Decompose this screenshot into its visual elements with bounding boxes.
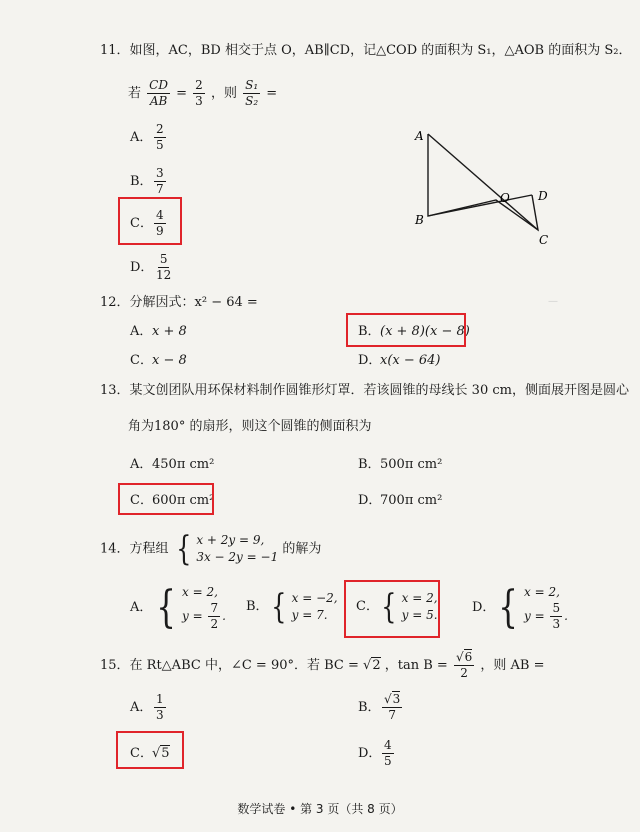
segment-bd	[428, 195, 532, 216]
q12-option-c[interactable]: C．x − 8	[130, 353, 187, 368]
q12-stem: 12．分解因式：x² − 64 =	[100, 295, 258, 310]
q15-answer-highlight	[116, 731, 184, 769]
label-b: B	[415, 213, 424, 227]
q11-option-d[interactable]: D． $\frac{5}{12}$	[130, 252, 172, 282]
q15-option-b[interactable]: B． $\frac{√3}{7}$	[358, 692, 401, 722]
q13-option-b[interactable]: B．500π cm²	[358, 457, 443, 472]
q12-option-b[interactable]: B．(x + 8)(x − 8)	[358, 324, 470, 339]
q11-condition: 若 $\frac{CD}{AB}$ = $\frac{2}{3}$ ，则 $\frac{\text{S₁}}{\text{S₂}}$ =	[128, 78, 278, 108]
q14-option-d[interactable]: D． { x = 2, y = $\frac{5}{3}$ .	[472, 582, 568, 633]
q14-answer-highlight	[344, 580, 440, 638]
q11-figure	[400, 120, 570, 260]
q12-option-a[interactable]: A．x + 8	[130, 324, 187, 339]
q11-answer-highlight	[118, 197, 182, 245]
q11-option-b[interactable]: B． $\frac{3}{7}$	[130, 166, 164, 196]
q13-stem-line2: 角为180° 的扇形，则这个圆锥的侧面积为	[128, 419, 372, 434]
q14-option-b[interactable]: B． { x = −2, y = 7.	[246, 587, 338, 627]
page-footer: 数学试卷 • 第 3 页（共 8 页）	[237, 802, 403, 816]
label-c: C	[539, 233, 549, 247]
q15-stem: 15．在 Rt△ABC 中，∠C = 90°．若 BC = √2 ，tan B = $\frac{√6}{2}$ ，则 AB =	[100, 650, 545, 680]
q15-option-a[interactable]: A． $\frac{1}{3}$	[130, 692, 164, 722]
q12-answer-highlight	[346, 313, 466, 347]
label-o: O	[500, 191, 510, 205]
q14-stem: 14．方程组 { x + 2y = 9, 3x − 2y = −1 的解为	[100, 529, 322, 569]
q11-stem: 11．如图，AC，BD 相交于点 O，AB∥CD，记△COD 的面积为 S₁，△AOB 的面积为 S₂．	[100, 43, 632, 58]
q13-option-d[interactable]: D．700π cm²	[358, 493, 443, 508]
bleed-mark: —	[548, 296, 558, 307]
segment-ac	[428, 134, 538, 230]
q13-option-a[interactable]: A．450π cm²	[130, 457, 215, 472]
q15-option-c[interactable]: C．√5	[130, 746, 170, 761]
q13-answer-highlight	[118, 483, 214, 515]
q15-option-d[interactable]: D． $\frac{4}{5}$	[358, 738, 392, 768]
q11-option-a[interactable]: A． $\frac{2}{5}$	[130, 122, 164, 152]
q13-option-c[interactable]: C．600π cm²	[130, 493, 215, 508]
q14-option-c[interactable]: C． { x = 2, y = 5.	[356, 587, 438, 627]
q11-option-c[interactable]: C． $\frac{4}{9}$	[130, 208, 164, 238]
q12-option-d[interactable]: D．x(x − 64)	[358, 353, 441, 368]
label-a: A	[415, 129, 424, 143]
q13-stem-line1: 13．某文创团队用环保材料制作圆锥形灯罩．若该圆锥的母线长 30 cm，侧面展开图是圆心	[100, 383, 629, 398]
q14-option-a[interactable]: A． { x = 2, y = $\frac{7}{2}$ .	[130, 582, 226, 633]
label-d: D	[538, 189, 548, 203]
